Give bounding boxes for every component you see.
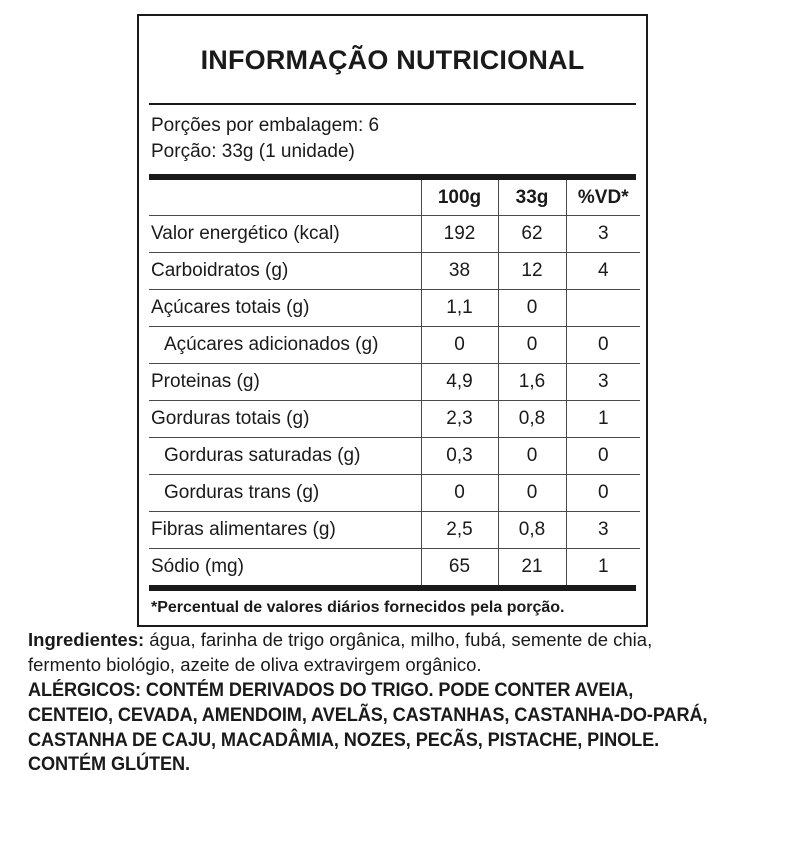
nutrient-name: Carboidratos (g) bbox=[149, 252, 421, 289]
nutrient-name: Fibras alimentares (g) bbox=[149, 511, 421, 548]
table-row bbox=[149, 400, 640, 437]
nutrition-table-body bbox=[149, 215, 640, 585]
value-percent-vd: 0 bbox=[566, 326, 640, 363]
value-per-100g: 0 bbox=[421, 326, 498, 363]
value-per-portion: 1,6 bbox=[498, 363, 566, 400]
nutrient-name: Açúcares adicionados (g) bbox=[149, 326, 421, 363]
page-title: INFORMAÇÃO NUTRICIONAL bbox=[200, 45, 585, 76]
value-percent-vd: 0 bbox=[566, 474, 640, 511]
value-per-100g: 2,5 bbox=[421, 511, 498, 548]
value-percent-vd: 1 bbox=[566, 548, 640, 585]
ingredients-line-2: fermento biológio, azeite de oliva extravirgem orgânico. bbox=[28, 653, 482, 675]
value-per-portion: 62 bbox=[498, 215, 566, 252]
nutrient-name: Valor energético (kcal) bbox=[151, 222, 340, 244]
allergens-paragraph bbox=[28, 679, 735, 778]
ingredients-label: Ingredientes: bbox=[28, 629, 145, 650]
value-per-100g: 38 bbox=[421, 252, 498, 289]
value-per-100g: 1,1 bbox=[421, 289, 498, 326]
value-per-portion: 0 bbox=[498, 474, 566, 511]
value-percent-vd bbox=[566, 289, 640, 326]
nutrition-table bbox=[149, 180, 640, 585]
value-per-100g: 65 bbox=[421, 548, 498, 585]
vd-footnote: *Percentual de valores diários fornecidos pela porção. bbox=[151, 598, 565, 616]
ingredients-line-1: água, farinha de trigo orgânica, milho, fubá, semente de chia, bbox=[144, 629, 653, 650]
table-row bbox=[149, 215, 640, 252]
value-per-portion: 0 bbox=[498, 289, 566, 326]
servings-per-package: Porções por embalagem: 6 bbox=[151, 114, 380, 136]
table-header-row bbox=[149, 180, 640, 216]
value-per-100g: 2,3 bbox=[421, 400, 498, 437]
allergens-line-4: CONTÉM GLÚTEN. bbox=[28, 754, 190, 776]
table-row bbox=[149, 474, 640, 511]
value-percent-vd: 3 bbox=[566, 511, 640, 548]
value-per-portion: 0 bbox=[498, 326, 566, 363]
allergens-line-1: ALÉRGICOS: CONTÉM DERIVADOS DO TRIGO. PODE CONTER AVEIA, bbox=[28, 680, 634, 702]
nutrient-name: Proteinas (g) bbox=[149, 363, 421, 400]
nutrient-name: Gorduras trans (g) bbox=[149, 474, 421, 511]
value-per-portion: 12 bbox=[498, 252, 566, 289]
value-percent-vd: 4 bbox=[566, 252, 640, 289]
column-header-vd: %VD* bbox=[566, 180, 640, 216]
table-row bbox=[149, 511, 640, 548]
table-row bbox=[149, 548, 640, 585]
value-percent-vd: 3 bbox=[566, 363, 640, 400]
serving-size: Porção: 33g (1 unidade) bbox=[151, 140, 355, 162]
table-row bbox=[149, 289, 640, 326]
nutrient-name: Gorduras totais (g) bbox=[149, 400, 421, 437]
table-row bbox=[149, 437, 640, 474]
table-row bbox=[149, 363, 640, 400]
table-row bbox=[149, 252, 640, 289]
column-header-nutrient bbox=[149, 180, 421, 216]
nutrition-table-header bbox=[149, 180, 640, 216]
value-percent-vd: 1 bbox=[566, 400, 640, 437]
value-per-portion: 21 bbox=[498, 548, 566, 585]
table-row bbox=[149, 326, 640, 363]
value-percent-vd: 0 bbox=[566, 437, 640, 474]
value-per-100g: 0 bbox=[421, 474, 498, 511]
value-per-100g: 0,3 bbox=[421, 437, 498, 474]
value-percent-vd: 3 bbox=[566, 215, 640, 252]
value-per-portion: 0,8 bbox=[498, 511, 566, 548]
column-header-100g: 100g bbox=[421, 180, 498, 216]
value-per-100g: 192 bbox=[421, 215, 498, 252]
allergens-line-2: CENTEIO, CEVADA, AMENDOIM, AVELÃS, CASTANHAS, CASTANHA-DO-PARÁ, bbox=[28, 704, 708, 726]
serving-info bbox=[149, 105, 636, 174]
column-header-portion: 33g bbox=[498, 180, 566, 216]
nutrient-name: Açúcares totais (g) bbox=[149, 289, 421, 326]
nutrition-facts-panel bbox=[137, 14, 648, 627]
value-per-100g: 4,9 bbox=[421, 363, 498, 400]
nutrient-name: Sódio (mg) bbox=[149, 548, 421, 585]
allergens-line-3: CASTANHA DE CAJU, MACADÂMIA, NOZES, PECÃS, PISTACHE, PINOLE. bbox=[28, 729, 660, 751]
ingredients-allergens-block bbox=[28, 628, 768, 778]
nutrient-name: Gorduras saturadas (g) bbox=[149, 437, 421, 474]
value-per-portion: 0 bbox=[498, 437, 566, 474]
value-per-portion: 0,8 bbox=[498, 400, 566, 437]
ingredients-paragraph bbox=[28, 628, 768, 677]
